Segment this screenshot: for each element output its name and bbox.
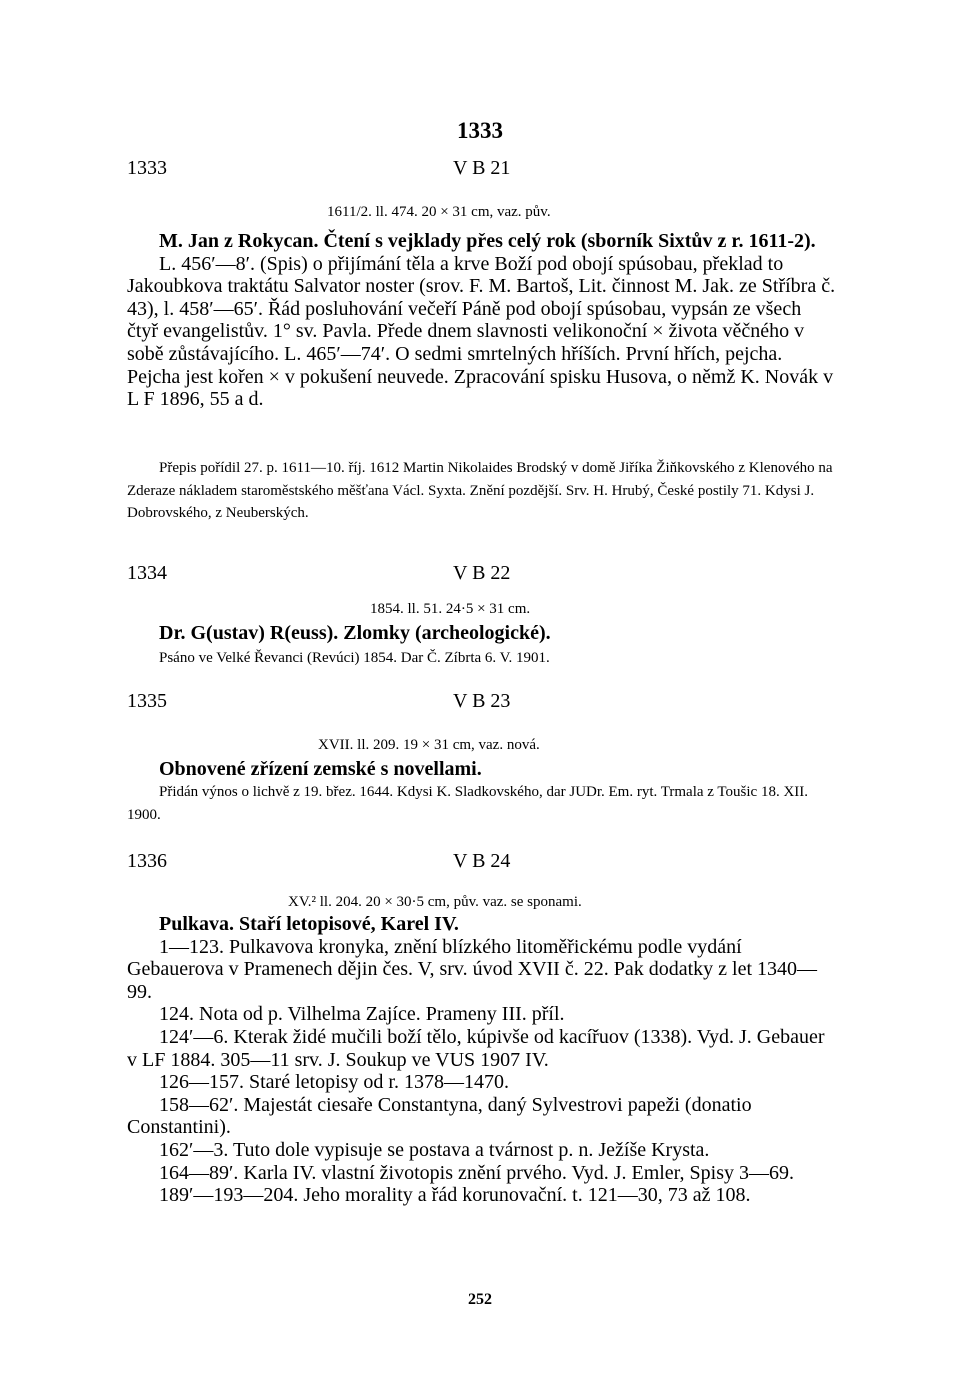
- entry-text: [127, 622, 837, 645]
- entry-title: Obnovené zřízení zemské s novellami.: [159, 758, 482, 780]
- running-head: 1333: [457, 118, 503, 143]
- entry-note: [127, 781, 837, 826]
- entry-note-text: Přepis pořídil 27. p. 1611—10. říj. 1612 Martin Nikolaides Brodský v domě Jiříka Žiňkovského z Klenového na Zderaze nákladem staroměstského měšťana Václ. Syxta. Znění pozdější. Srv. H. Hrubý, České postily 71. Kdysi J. Dobrovského, z Neuberských.: [127, 460, 833, 521]
- entry-number: 1335: [127, 690, 167, 712]
- entry-paragraph: 124′—6. Kterak židé mučili boží tělo, kúpivše od kacířuov (1338). Vyd. J. Gebauer v LF 1884. 305—11 srv. J. Soukup ve VUS 1907 IV.: [127, 1025, 825, 1071]
- entry-text: [127, 230, 837, 411]
- page-number: 252: [468, 1291, 492, 1308]
- entry-paragraph: 189′—193—204. Jeho morality a řád korunovační. t. 121—30, 73 až 108.: [159, 1184, 751, 1207]
- entry-number: 1336: [127, 850, 167, 872]
- entry-signature: V B 23: [453, 690, 511, 712]
- entry-note-text: Přidán výnos o lichvě z 19. břez. 1644. Kdysi K. Sladkovského, dar JUDr. Em. ryt. Trmala z Toušic 18. XII. 1900.: [127, 784, 809, 823]
- physical-description: XV.² ll. 204. 20 × 30·5 cm, pův. vaz. se sponami.: [288, 894, 582, 910]
- entry-note: [127, 457, 837, 525]
- entry-signature: V B 22: [453, 562, 511, 584]
- entry-signature: V B 21: [453, 157, 511, 179]
- entry-note: [127, 647, 837, 670]
- entry-note-text: Psáno ve Velké Řevanci (Revúci) 1854. Dar Č. Zíbrta 6. V. 1901.: [159, 650, 550, 666]
- entry-body: L. 456′—8′. (Spis) o přijímání těla a krve Boží pod obojí spúsobau, překlad to Jakoubkova traktátu Salvator noster (srov. F. M. Bartoš, Lit. činnost M. Jak. ze Stříbra č. 43), l. 458′—65′. Řád posluhování večeří Páně pod obojí spúsobau, vypsán ze všech čtyř evangelistův. 1° sv. Pavla. Přede dnem slavnosti velikonoční × života věčného v sobě zůstávajícího. L. 465′—74′. O sedmi smrtelných hříších. První hřích, pejcha. Pejcha jest kořen × v pokušení neuvede. Zpracování spisku Husova, o němž K. Novák v L F 1896, 55 a d.: [127, 252, 836, 411]
- entry-header: [127, 850, 837, 878]
- entry-title: Dr. G(ustav) R(euss). Zlomky (archeologické).: [159, 622, 551, 644]
- entry-signature: V B 24: [453, 850, 511, 872]
- entry-paragraph: 158—62′. Majestát ciesaře Constantyna, daný Sylvestrovi papeži (donatio Constantini).: [127, 1093, 752, 1139]
- entry-number: 1334: [127, 562, 167, 584]
- entry-paragraph: 164—89′. Karla IV. vlastní životopis znění prvého. Vyd. J. Emler, Spisy 3—69.: [159, 1161, 794, 1184]
- entry-header: [127, 562, 837, 590]
- entry-text: [127, 758, 837, 781]
- entry-paragraph: 1—123. Pulkavova kronyka, znění blízkého litoměřickému podle vydání Gebauerova v Pramenech dějin čes. V, srv. úvod XVII č. 22. Pak dodatky z let 1340—99.: [127, 935, 818, 1003]
- entry-header: [127, 690, 837, 718]
- entry-number: 1333: [127, 157, 167, 179]
- physical-description: 1854. ll. 51. 24·5 × 31 cm.: [370, 601, 531, 617]
- entry-paragraph: 162′—3. Tuto dole vypisuje se postava a tvárnost p. n. Ježíše Krysta.: [159, 1138, 710, 1161]
- entry-title: M. Jan z Rokycan. Čtení s vejklady přes celý rok (sborník Sixtův z r. 1611-2).: [159, 230, 816, 252]
- entry-paragraph: 124. Nota od p. Vilhelma Zajíce. Prameny III. příl.: [159, 1003, 565, 1026]
- entry-text: [127, 913, 837, 1207]
- entry-title: Pulkava. Staří letopisové, Karel IV.: [159, 913, 459, 935]
- physical-description: 1611/2. ll. 474. 20 × 31 cm, vaz. pův.: [327, 204, 551, 220]
- entry-paragraph: 126—157. Staré letopisy od r. 1378—1470.: [159, 1071, 509, 1094]
- entry-header: [127, 157, 837, 185]
- physical-description: XVII. ll. 209. 19 × 31 cm, vaz. nová.: [318, 737, 540, 753]
